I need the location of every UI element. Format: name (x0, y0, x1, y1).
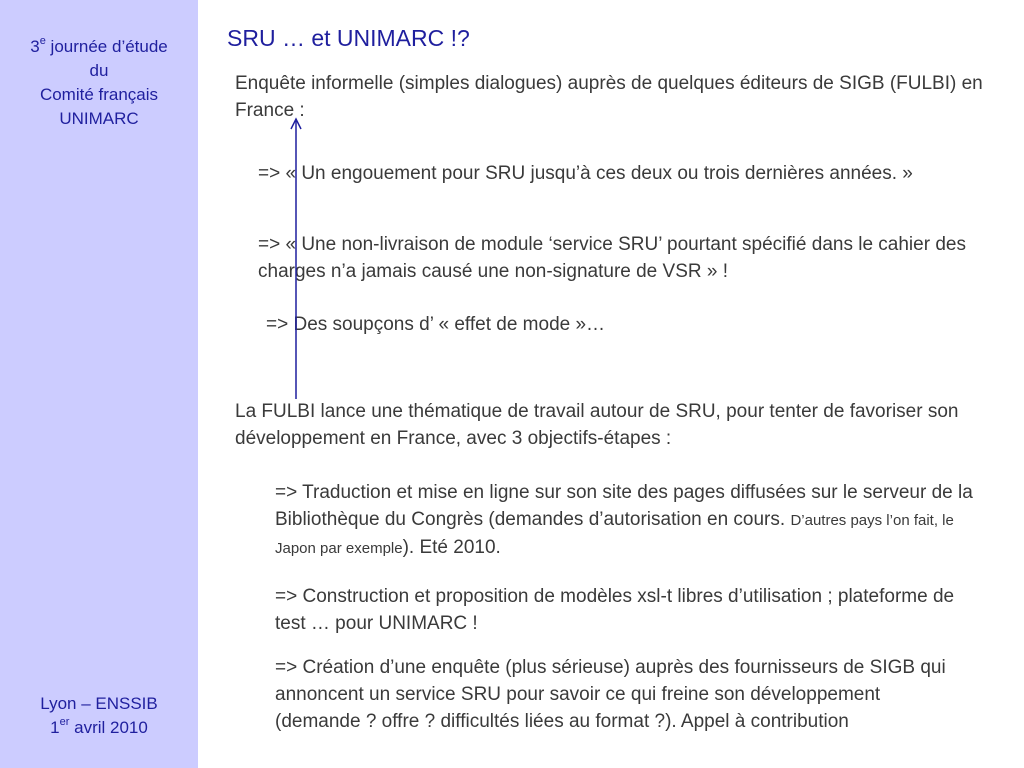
event-edition-superscript: e (39, 35, 46, 48)
event-title-line2: du (89, 61, 109, 80)
up-arrow-icon (289, 117, 303, 399)
step-construction: => Construction et proposition de modèles xsl-t libres d’utilisation ; plateforme de test … pour UNIMARC ! (275, 586, 955, 634)
event-title-line1 (0, 35, 198, 59)
event-date-rest: avril 2010 (69, 718, 148, 737)
quote-engouement: => « Un engouement pour SRU jusqu’à ces deux ou trois dernières années. » (258, 163, 913, 184)
event-date-superscript: er (59, 716, 70, 729)
step-traduction (275, 479, 975, 562)
slide-title: SRU … et UNIMARC !? (227, 25, 470, 51)
step-traduction-text: => Traduction et mise en ligne sur son site des pages diffusées sur le serveur de la Bibliothèque du Congrès (demandes d’autorisation en cours. (275, 482, 973, 530)
step-enquete (275, 654, 995, 735)
event-title-text: journée d’étude (45, 37, 168, 56)
event-title (0, 35, 198, 131)
step-traduction-note: D’autres pays l’on fait, le Japon par exemple (275, 512, 954, 557)
fulbi-paragraph: La FULBI lance une thématique de travail autour de SRU, pour tenter de favoriser son développement en France, avec 3 objectifs-étapes : (235, 401, 959, 449)
event-location-date (0, 692, 198, 740)
event-date-day: 1 (50, 718, 60, 737)
event-date (0, 716, 198, 740)
step-enquete-text: => Création d’une enquête (plus sérieuse) auprès des fournisseurs de SIGB qui annoncent un service SRU pour savoir ce qui freine son développement (275, 657, 946, 705)
intro-paragraph: Enquête informelle (simples dialogues) auprès de quelques éditeurs de SIGB (FULBI) en France : (235, 73, 983, 121)
quote-non-livraison: => « Une non-livraison de module ‘service SRU’ pourtant spécifié dans le cahier des charges n’a jamais causé une non-signature de VSR » ! (258, 234, 966, 282)
quote-effet-de-mode: => Des soupçons d’ « effet de mode »… (266, 314, 606, 335)
step-enquete-question: (demande ? offre ? difficultés liées au format ?). Appel à contribution (275, 711, 849, 732)
event-title-line4: UNIMARC (59, 109, 139, 128)
step-traduction-end: ). Eté 2010. (402, 537, 501, 558)
event-edition-number: 3 (30, 37, 40, 56)
event-title-line3: Comité français (39, 85, 159, 104)
event-location: Lyon – ENSSIB (40, 694, 158, 713)
sidebar (0, 0, 198, 768)
